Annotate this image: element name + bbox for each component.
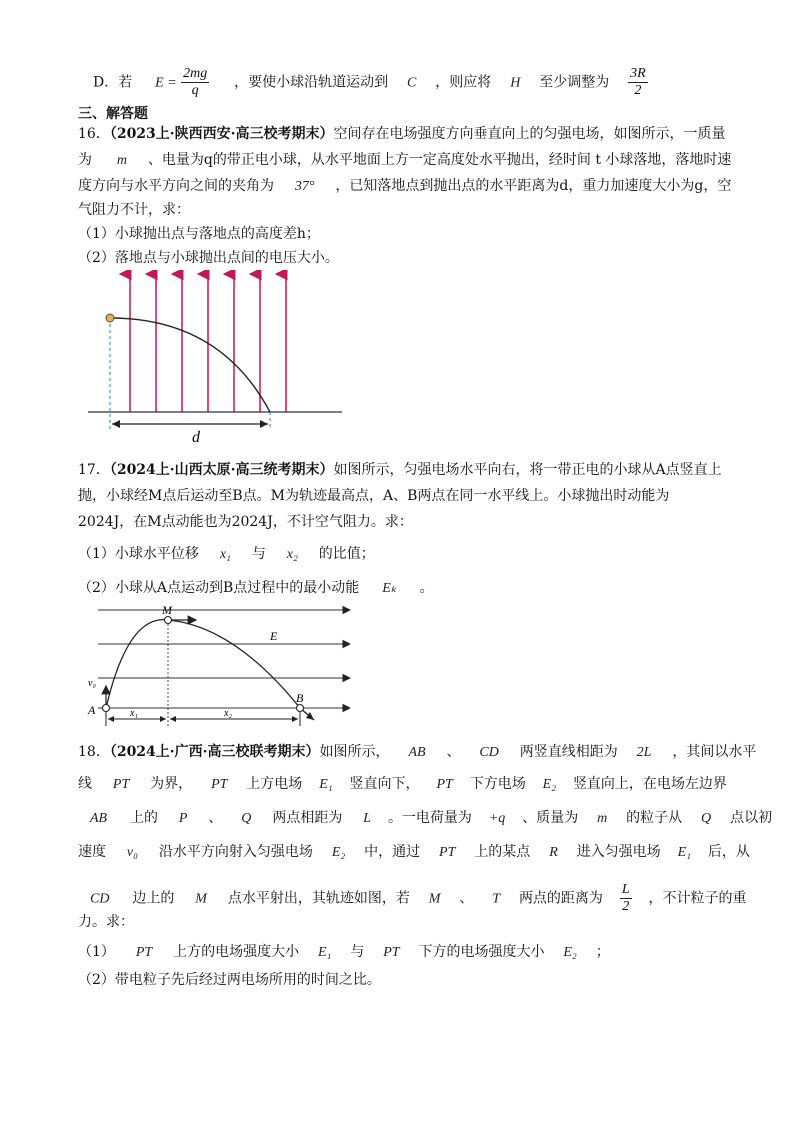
q16-figure — [80, 270, 350, 448]
q17-sub-1: （1）小球水平位移 x₁ 与 x₂ 的比值； — [78, 546, 375, 562]
q16-line-4: 气阻力不计，求： — [78, 202, 190, 218]
label-m: M — [162, 603, 172, 617]
label-x2: x₂ — [224, 708, 232, 719]
trajectory-curve — [110, 318, 270, 412]
q17-line-1: 17．（2024上·山西太原·高三统考期末）如图所示，匀强电场水平向右，将一带正电的小球从A点竖直上 — [78, 462, 722, 478]
q18-sub-1: （1） PT 上方的电场强度大小 E₁ 与 PT 下方的电场强度大小 E₂ ； — [78, 944, 610, 960]
label-d: d — [192, 429, 200, 446]
q18-line-1: 18．（2024上·广西·高三校联考期末）如图所示， AB 、 CD 两竖直线相距为 2L ，其间以水平 — [78, 744, 757, 760]
q18-line-3: AB 上的 P 、 Q 两点相距为 L 。一电荷量为 +q 、质量为 m 的粒子从 Q 点以初 — [90, 810, 773, 826]
q18-half-fraction: $\frac{L}{2}$ — [621, 882, 630, 914]
q18-line-5: CD 边上的 M 点水平射出，其轨迹如图，若 M 、 T 两点的距离为 $\frac{L}{2}$ ，不计粒子的重 — [90, 882, 747, 914]
q17-figure — [84, 602, 360, 734]
label-b: B — [296, 691, 304, 705]
label-a: A — [88, 703, 96, 717]
ball — [106, 314, 114, 322]
point-m — [165, 617, 172, 624]
q17-sub-2: （2）小球从A点运动到B点过程中的最小动能 Eₖ 。 — [78, 580, 434, 596]
point-a — [103, 705, 110, 712]
q16-sub-2: （2）落地点与小球抛出点间的电压大小。 — [78, 250, 339, 266]
q16-line-1: 16．（2023上·陕西西安·高三校考期末）空间存在电场强度方向垂直向上的匀强电场，如图所示，一质量 — [78, 126, 726, 142]
option-d-fraction: $\frac{2mg}{q}$ — [183, 66, 208, 98]
q16-line-3: 度方向与水平方向之间的夹角为 37° ，已知落地点到抛出点的水平距离为d，重力加速度大小为g，空 — [78, 178, 732, 194]
q17-line-3: 2024J，在M点动能也为2024J，不计空气阻力。求： — [78, 514, 413, 530]
trajectory-curve — [106, 620, 314, 720]
section-title: 三、解答题 — [78, 106, 148, 122]
option-d: D．若 E = $\frac{2mg}{q}$ ，要使小球沿轨道运动到 C ，则应将 H 至少调整为 $\frac{3R}{2}$ — [93, 66, 646, 98]
q18-line-6: 力。求： — [78, 914, 134, 930]
label-x1: x₁ — [130, 708, 138, 719]
q18-sub-2: （2）带电粒子先后经过两电场所用的时间之比。 — [78, 972, 381, 988]
option-d-answer-fraction: $\frac{3R}{2}$ — [630, 66, 646, 98]
q17-line-2: 抛，小球经M点后运动至B点。M为轨迹最高点，A、B两点在同一水平线上。小球抛出时动能为 — [78, 488, 670, 504]
label-e: E — [270, 629, 278, 643]
q16-sub-1: （1）小球抛出点与落地点的高度差h； — [78, 226, 320, 242]
label-v0: v₀ — [88, 678, 96, 689]
point-b — [297, 705, 304, 712]
field-lines-horizontal — [98, 610, 350, 708]
q18-line-4: 速度 v₀ 沿水平方向射入匀强电场 E₂ 中，通过 PT 上的某点 R 进入匀强电场 E₁ 后，从 — [78, 844, 750, 860]
q16-line-2: 为 m 、电量为q的带正电小球，从水平地面上方一定高度处水平抛出，经时间 t 小球落地，落地时速 — [78, 152, 732, 168]
q18-line-2: 线 PT 为界， PT 上方电场 E₁ 竖直向下， PT 下方电场 E₂ 竖直向上，在电场左边界 — [78, 776, 727, 792]
